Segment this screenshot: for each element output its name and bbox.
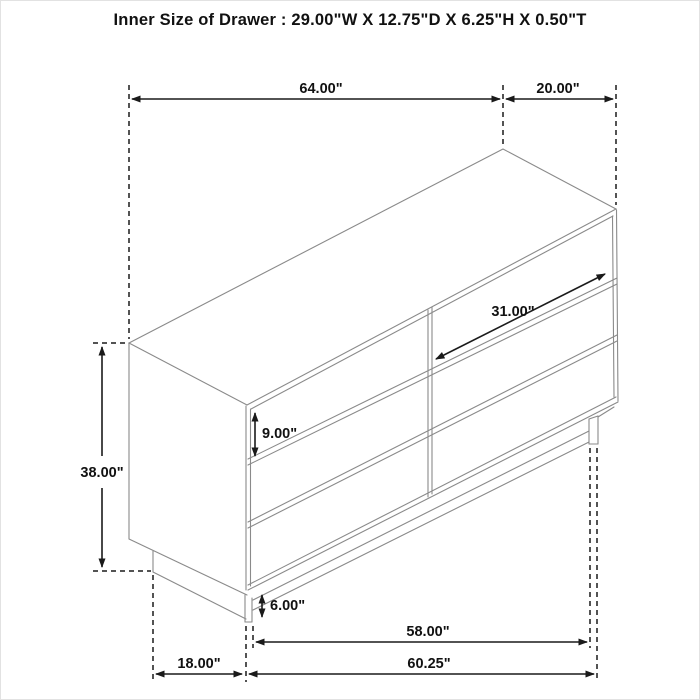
overall-depth-label: 20.00" [536, 81, 580, 97]
dimension-overall-width [129, 81, 503, 339]
base-skirt-bottom-edge [153, 572, 246, 619]
dimension-overall-depth [506, 81, 616, 205]
side-bottom-edge [129, 539, 247, 595]
dresser-drawing [129, 149, 618, 622]
overall-width-label: 64.00" [299, 81, 343, 97]
overall-height-label: 38.00" [80, 465, 124, 481]
front-right-edge-outer [617, 210, 619, 401]
diagram-title: Inner Size of Drawer : 29.00"W X 12.75"D X 6.25"H X 0.50"T [113, 11, 587, 29]
base-outer-width-label: 60.25" [407, 656, 451, 672]
stretcher-bottom [253, 442, 589, 610]
base-inner-width-label: 58.00" [406, 624, 450, 640]
drawer-height-label: 9.00" [262, 426, 298, 442]
dimension-base-outer-width [246, 448, 597, 682]
dimension-drawer-height [255, 413, 297, 456]
stretcher-top [253, 431, 589, 600]
dresser-top-face [129, 149, 616, 405]
dimension-drawer-width [436, 274, 605, 359]
dresser-dimension-drawing [1, 1, 700, 700]
dimension-base-depth [153, 575, 242, 682]
dimension-base-height [262, 595, 305, 617]
front-right-edge-inner [613, 216, 615, 397]
base-depth-label: 18.00" [177, 656, 221, 672]
drawer-width-label: 31.00" [491, 304, 535, 320]
base-height-label: 6.00" [270, 598, 306, 614]
dimension-base-inner-width [253, 448, 590, 648]
front-bottom-edge-lower [248, 402, 618, 590]
dimension-overall-height [80, 343, 151, 571]
